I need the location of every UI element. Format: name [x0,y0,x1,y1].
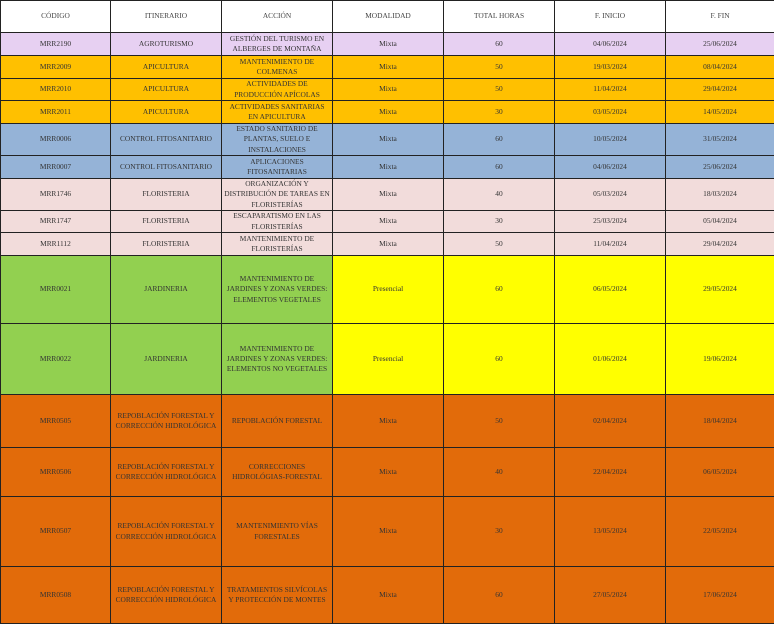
cell-total-horas: 30 [444,497,555,567]
header-total-horas: TOTAL HORAS [444,1,555,33]
table-row [1,124,774,156]
cell-itinerario: REPOBLACIÓN FORESTAL Y CORRECCIÓN HIDROLÓGICA [111,567,222,624]
cell-codigo: MRR0506 [1,448,111,497]
cell-itinerario: FLORISTERIA [111,233,222,256]
cell-fecha-inicio: 03/05/2024 [555,101,666,124]
cell-fecha-fin: 29/05/2024 [666,256,774,324]
cell-fecha-fin: 31/05/2024 [666,124,774,156]
table-row [1,324,774,395]
table-row [1,101,774,124]
cell-fecha-fin: 25/06/2024 [666,156,774,179]
header-accion: ACCIÓN [222,1,333,33]
header-fecha-fin: F. FIN [666,1,774,33]
cell-total-horas: 60 [444,124,555,156]
cell-modalidad: Mixta [333,395,444,448]
cell-fecha-fin: 25/06/2024 [666,33,774,56]
cell-fecha-inicio: 04/06/2024 [555,33,666,56]
cell-fecha-inicio: 19/03/2024 [555,56,666,79]
table-row [1,33,774,56]
cell-codigo: MRR2011 [1,101,111,124]
cell-itinerario: FLORISTERIA [111,211,222,233]
cell-fecha-inicio: 13/05/2024 [555,497,666,567]
header-itinerario: ITINERARIO [111,1,222,33]
header-codigo: CÓDIGO [1,1,111,33]
cell-total-horas: 50 [444,233,555,256]
cell-codigo: MRR2009 [1,56,111,79]
cell-itinerario: CONTROL FITOSANITARIO [111,156,222,179]
cell-itinerario: REPOBLACIÓN FORESTAL Y CORRECCIÓN HIDROLÓGICA [111,448,222,497]
cell-total-horas: 50 [444,56,555,79]
cell-accion: APLICACIONES FITOSANITARIAS [222,156,333,179]
cell-total-horas: 30 [444,101,555,124]
cell-accion: GESTIÓN DEL TURISMO EN ALBERGES DE MONTAÑA [222,33,333,56]
cell-accion: ACTIVIDADES DE PRODUCCIÓN APÍCOLAS [222,79,333,101]
cell-codigo: MRR0021 [1,256,111,324]
table-row [1,233,774,256]
cell-fecha-inicio: 25/03/2024 [555,211,666,233]
cell-codigo: MRR2190 [1,33,111,56]
cell-accion: REPOBLACIÓN FORESTAL [222,395,333,448]
cell-modalidad: Mixta [333,211,444,233]
cell-codigo: MRR0508 [1,567,111,624]
cell-modalidad: Mixta [333,567,444,624]
cell-accion: MANTENIMIENTO DE JARDINES Y ZONAS VERDES: ELEMENTOS NO VEGETALES [222,324,333,395]
cell-modalidad: Mixta [333,56,444,79]
cell-fecha-inicio: 11/04/2024 [555,79,666,101]
table-row [1,79,774,101]
cell-total-horas: 60 [444,33,555,56]
cell-fecha-inicio: 11/04/2024 [555,233,666,256]
cell-fecha-fin: 17/06/2024 [666,567,774,624]
cell-accion: CORRECCIONES HIDROLÓGIAS-FORESTAL [222,448,333,497]
cell-fecha-inicio: 06/05/2024 [555,256,666,324]
cell-total-horas: 60 [444,256,555,324]
cell-fecha-fin: 08/04/2024 [666,56,774,79]
cell-accion: MANTENIMIENTO DE JARDINES Y ZONAS VERDES: ELEMENTOS VEGETALES [222,256,333,324]
cell-modalidad: Presencial [333,256,444,324]
cell-codigo: MRR0505 [1,395,111,448]
cell-total-horas: 50 [444,79,555,101]
cell-codigo: MRR1747 [1,211,111,233]
cell-fecha-fin: 29/04/2024 [666,79,774,101]
cell-accion: MANTENIMIENTO VÍAS FORESTALES [222,497,333,567]
cell-total-horas: 60 [444,156,555,179]
cell-fecha-inicio: 02/04/2024 [555,395,666,448]
cell-modalidad: Mixta [333,156,444,179]
cell-modalidad: Mixta [333,79,444,101]
cell-fecha-inicio: 22/04/2024 [555,448,666,497]
table-row [1,497,774,567]
cell-accion: ESTADO SANITARIO DE PLANTAS, SUELO E INSTALACIONES [222,124,333,156]
cell-fecha-inicio: 27/05/2024 [555,567,666,624]
cell-codigo: MRR0007 [1,156,111,179]
cell-codigo: MRR0507 [1,497,111,567]
cell-itinerario: APICULTURA [111,101,222,124]
cell-modalidad: Mixta [333,448,444,497]
cell-total-horas: 30 [444,211,555,233]
header-modalidad: MODALIDAD [333,1,444,33]
cell-fecha-fin: 22/05/2024 [666,497,774,567]
table-row [1,567,774,624]
cell-itinerario: REPOBLACIÓN FORESTAL Y CORRECCIÓN HIDROLÓGICA [111,395,222,448]
cell-accion: MANTENIMIENTO DE COLMENAS [222,56,333,79]
cell-fecha-fin: 18/04/2024 [666,395,774,448]
cell-codigo: MRR1112 [1,233,111,256]
cell-itinerario: APICULTURA [111,79,222,101]
header-row [1,1,774,33]
cell-total-horas: 50 [444,395,555,448]
cell-modalidad: Mixta [333,124,444,156]
table-row [1,211,774,233]
cell-fecha-inicio: 01/06/2024 [555,324,666,395]
cell-total-horas: 60 [444,567,555,624]
cell-accion: ACTIVIDADES SANITARIAS EN APICULTURA [222,101,333,124]
cell-accion: MANTENIMIENTO DE FLORISTERÍAS [222,233,333,256]
cell-fecha-fin: 18/03/2024 [666,179,774,211]
cell-modalidad: Mixta [333,497,444,567]
cell-fecha-inicio: 10/05/2024 [555,124,666,156]
table-row [1,179,774,211]
table-row [1,448,774,497]
cell-fecha-fin: 06/05/2024 [666,448,774,497]
cell-modalidad: Presencial [333,324,444,395]
cell-itinerario: JARDINERIA [111,256,222,324]
cell-fecha-fin: 05/04/2024 [666,211,774,233]
cell-accion: ESCAPARATISMO EN LAS FLORISTERÍAS [222,211,333,233]
cell-fecha-fin: 29/04/2024 [666,233,774,256]
table-row [1,56,774,79]
cell-codigo: MRR2010 [1,79,111,101]
cell-itinerario: CONTROL FITOSANITARIO [111,124,222,156]
cell-itinerario: REPOBLACIÓN FORESTAL Y CORRECCIÓN HIDROLÓGICA [111,497,222,567]
cell-codigo: MRR0022 [1,324,111,395]
header-fecha-inicio: F. INICIO [555,1,666,33]
cell-modalidad: Mixta [333,179,444,211]
cell-fecha-inicio: 05/03/2024 [555,179,666,211]
cell-modalidad: Mixta [333,101,444,124]
cell-fecha-fin: 14/05/2024 [666,101,774,124]
cell-accion: TRATAMIENTOS SILVÍCOLAS Y PROTECCIÓN DE MONTES [222,567,333,624]
cell-total-horas: 60 [444,324,555,395]
table-row [1,156,774,179]
cell-itinerario: AGROTURISMO [111,33,222,56]
table-row [1,395,774,448]
cell-itinerario: FLORISTERIA [111,179,222,211]
cell-accion: ORGANIZACIÓN Y DISTRIBUCIÓN DE TAREAS EN FLORISTERÍAS [222,179,333,211]
cell-total-horas: 40 [444,179,555,211]
cell-total-horas: 40 [444,448,555,497]
cell-modalidad: Mixta [333,233,444,256]
cell-fecha-inicio: 04/06/2024 [555,156,666,179]
cell-fecha-fin: 19/06/2024 [666,324,774,395]
cell-codigo: MRR1746 [1,179,111,211]
cell-codigo: MRR0006 [1,124,111,156]
cell-itinerario: JARDINERIA [111,324,222,395]
cell-modalidad: Mixta [333,33,444,56]
table-row [1,256,774,324]
cell-itinerario: APICULTURA [111,56,222,79]
